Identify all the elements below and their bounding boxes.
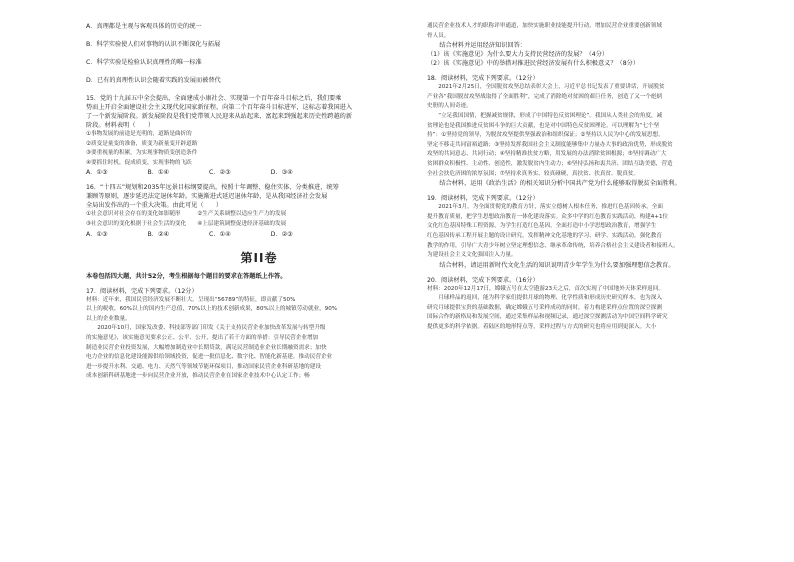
q19-body-line: 教学的作用，引导广大青少年树立坚定理想信念、继承革命传统，培养合格社会主义建设者和接班人， (427, 242, 679, 249)
q17-body-line: 进一步提升水利、交通、电力、天然气等领域节能环保项目，推动国家民营企业科研基地的建设 (86, 363, 321, 370)
q18-heading: 18．阅读材料，完成下列要求。（12分） (427, 75, 539, 83)
q17-body-line: 电力企业的信息化建设能源供给领域投资，促进一批信息化、数字化、智能化新基建，推动民营企业 (86, 354, 333, 361)
q17-task: （1）该《实施意见》为什么要大力支持民营经济的发展？（4分） (427, 51, 609, 59)
q20-body-line: 月球样品的返回，能为科学家们提供月球的物理、化学性质和形成历史研究样本，也为深入 (427, 295, 662, 302)
q16-choice-c: C．①④ (209, 230, 231, 238)
q18-body-line: 2021年2月25日，全国脱贫攻坚总结表彰大会上，习近平总书记发表了重要讲话，开展脱贫 (427, 84, 665, 91)
q17-body-line: 以上的税收，60%以上的国内生产总值，70%以上的技术创新成果，80%以上的城镇劳动就业，90% (86, 306, 338, 313)
q18-body-line: 史册的人间奇迹。 (427, 103, 472, 110)
q15-choice-c: C．②③ (209, 169, 231, 177)
q16-stem-line: 全局出发作出的一个重大决策。由此可见（ ） (86, 202, 223, 210)
q20-body-line: 材料：2020年12月17日，嫦娥五号在太空遨游23天之后，首次实现了中国地外天体采样返回。 (427, 285, 664, 292)
q18-body-line: 产业各“我国脱贫攻坚战取得了全面胜利”，完成了消除绝对贫困的艰巨任务，创造了又一个彪炳 (427, 93, 663, 100)
q17-body-line: 材料：近年来，我国民营经济发展不断壮大。呈现出“56789”的特征，即贡献了50% (86, 296, 296, 303)
q18-body-line: 贫困群众积极性、主动性、创造性，激发脱贫内生动力；⑥坚持弘扬和衷共济、团结互助美德，营造 (427, 160, 673, 167)
q19-body-line: 2021年3月，为全面贯彻党的教育方针，落实立德树人根本任务，推进红色基因传承，全面 (427, 204, 663, 211)
q16-choice-d: D．②③ (270, 230, 293, 238)
q18-body-line: “立足我国国情，把握减贫规律，形成了中国特色反贫困理论”。我国从人类社会的角度，减 (427, 112, 663, 119)
q16-stem-line: 16．“十四五”规划和2035年远景目标纲要提出，按照十年调整、稳住实体、分类推进、统筹 (86, 184, 339, 192)
q19-body-line: 提升教育质量，把学生思想政治教育一体化建设落实。众多中学的红色教育实践活动，构建4+1位 (427, 213, 669, 220)
q14-option-c: C．科学实验是检验认识真理性的唯一标准 (86, 59, 202, 66)
q15-choice-b: B．①④ (147, 169, 170, 177)
q15-choices (86, 168, 432, 177)
q19-heading: 19．阅读材料，完成下列要求。（12分） (427, 195, 539, 203)
q20-heading: 20．阅读材料，完成下列要求。（16分） (427, 276, 539, 284)
q17-tasks-intro: 结合材料并运用经济知识回答： (427, 42, 526, 50)
q20-body-line: 提供更多的科学依据。着陆区的地形特点等，采样过程与方式的研究也将应用到更深入。大小 (427, 324, 657, 331)
q16-item: ①社会意识对社会存在的变化如影随形 ②生产关系调整以适应生产力的发展 (86, 211, 287, 218)
q17-body-line: 以上的企业数量。 (86, 315, 131, 322)
q15-stem-line: 阶段。材料表明（ ） (86, 122, 155, 129)
q18-body-line: 持”：①坚持党的领导，为脱贫攻坚提供坚强政治和组织保证；②坚持以人民为中心的发展思想， (427, 132, 664, 139)
q16-choice-b: B．②④ (147, 230, 170, 238)
q19-body-line: 文化红色基因特殊工程资源，为学生打造红色基因，全面打造中小学思想政治教育，增强学生 (427, 223, 657, 230)
q15-choice-a: A．①③ (86, 169, 108, 177)
question-15 (86, 94, 432, 177)
q19-body-line: 为建设社会主义文化强国注入力量。 (427, 252, 517, 259)
q17-body-line: 成本创新科研基地进一步向民营企业开放，推动民营企业在国家企业技术中心认定工作；畅 (86, 373, 310, 380)
q14-option-d: D．已有的真理性认识会随着实践的发展而被替代 (86, 77, 221, 84)
q18-body-line: 攻坚的共同意志、共同行动；④坚持精准扶贫方略，用发展的办法消除贫困根源；⑤坚持调动广大 (427, 151, 667, 158)
q17-body-line: 的实施意见》，该实施意见要求公正、公平、公开，提出了若干方面的举措：引导民营企业增加 (86, 334, 319, 341)
q17-body-line: 制造业民营企业投资发展，大幅增加制造业中长期贷款，满足民营制造业企业长期融资需求；加快 (86, 344, 327, 351)
section-note: 本卷包括四大题，共计52分，考生根据每个题目的要求在答题纸上作答。 (86, 272, 287, 280)
q15-item: ④要抓住时机，促成质变，实现事物的飞跃 (86, 159, 192, 166)
q17-heading: 17．阅读材料，完成下列要求。（12分） (86, 287, 198, 295)
q20-body-line: 国际合作的新格局和发展空间，通过采集样品和视频记录，通过深空探测活动为中国空间科学研究 (427, 314, 668, 321)
q17-body-line: 2020年10月，国家发改委、科技部等部门印发《关于支持民营企业加快改革发展与转型升级 (86, 325, 326, 332)
q18-body-line: 坚定不移走共同富裕道路；③坚持发挥我国社会主义制度能够集中力量办大事的政治优势，形成脱贫 (427, 141, 673, 148)
left-column (86, 22, 432, 382)
question-20 (427, 276, 773, 333)
q20-body-line: 研究月球提供宝贵的基础数据，确定嫦娥五号采样成功的同时，着力构建采样点位置的深空探测 (427, 304, 662, 311)
q19-task: 结合材料，请运用新时代文化生活的知识说明青少年学生为什么要加强理想信念教育。 (427, 261, 675, 269)
q16-choices (86, 230, 432, 239)
q19-body-line: 红色基因传承工程开展主题的设计研究，发挥精神文化基地的学习、研学、实践活动，强化教育 (427, 232, 662, 239)
q15-stem-line: 了一个新发展阶段。新发展阶段是我们党带领人民迎来从站起来、富起来到强起来历史性跨越的新 (86, 113, 353, 120)
right-column (427, 22, 773, 333)
q15-stem-line: 势而上开启全面建设社会主义现代化国家新征程、向第二个百年奋斗目标进军，这标志着我国进入 (86, 104, 353, 111)
q15-item: ③要重视量的积累，为实现事物质变创造条件 (86, 150, 198, 157)
q16-stem-line: 兼顾等原则，逐步延迟法定退休年龄。实施渐进式延迟退休年龄，是从我国经济社会发展 (86, 193, 328, 201)
q16-choice-a: A．①③ (86, 230, 108, 238)
section-title: 第II卷 (240, 250, 278, 265)
question-19 (427, 194, 773, 270)
q15-item: ①事物发展的前途是光明的，道路是曲折的 (86, 131, 192, 137)
q15-item: ②质变是量变的准备，质变为新量变开辟道路 (86, 140, 198, 147)
q16-item: ③社会意识的变化根据于社会生活的变化 ④上层建筑调整促进经济基础的发展 (86, 220, 287, 227)
q17-continued-line: 通民营企业技术人才的职称评审通道，加快实施职业技能提升行动，增加民营企业重要创新领域 (427, 23, 662, 29)
q15-choice-d: D．③④ (270, 169, 293, 177)
q15-stem-line: 15．党的十九届五中全会提出，全面建成小康社会、实现第一个百年奋斗目标之后，我们要乘 (86, 95, 342, 102)
question-18 (427, 74, 773, 188)
q17-task: （2）该《实施意见》中的举措对推进民营经济发展有什么积极意义？（8分） (427, 60, 640, 68)
question-17 (86, 287, 432, 382)
q14-option-a: A．真理都是主观与客观具体的历史的统一 (86, 23, 202, 30)
q17-continued-line: 骨人员。 (427, 32, 450, 39)
q18-body-line: 贫理论也是我国推进反贫困斗争的巨大贡献，也是对中国特色反贫困理论。可以理解为“七个坚 (427, 122, 660, 129)
q18-body-line: 全社会扶危济困的浓厚氛围；⑦坚持求真务实、较真碰硬，真扶贫、扶真贫、脱真贫。 (427, 170, 639, 177)
q14-option-b: B．科学实验使人们对事物的认识不断深化与拓展 (86, 41, 221, 48)
question-16 (86, 183, 432, 238)
q18-task: 结合材料，运用《政治生活》的相关知识分析中国共产党为什么能够取得脱贫全面胜利。 (427, 180, 681, 188)
